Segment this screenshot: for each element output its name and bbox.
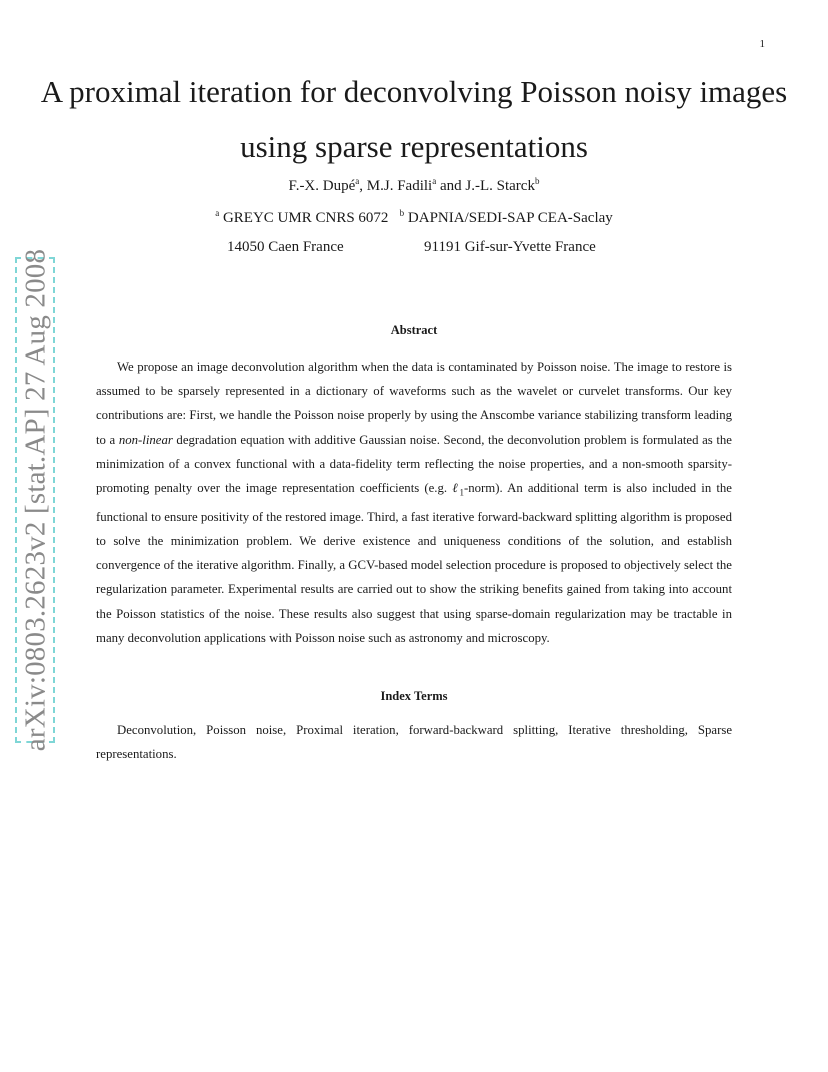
page-number: 1 — [759, 38, 765, 50]
index-terms-heading: Index Terms — [380, 689, 448, 703]
affiliations — [0, 210, 828, 227]
affiliation-b-name: DAPNIA/SEDI-SAP CEA-Saclay — [407, 210, 613, 226]
affiliation-marker: a — [355, 176, 360, 186]
affiliation-marker: a — [215, 208, 220, 218]
norm-subscript: 1 — [459, 487, 464, 498]
affiliation-a-city: 14050 Caen France — [227, 239, 344, 255]
author-list: F.-X. Dupé$^a$, M.J. Fadili$^a$ and J.-L. Starck$^b$ — [288, 176, 540, 194]
affiliation-a-name: GREYC UMR CNRS 6072 — [222, 210, 389, 226]
abstract-emphasis: non-linear — [118, 432, 173, 447]
author-name: J.-L. Starck — [465, 178, 535, 194]
arxiv-identifier: arXiv:0803.2623v2 [stat.AP] 27 Aug 2008 — [19, 248, 52, 752]
affiliation-marker: a — [432, 176, 437, 186]
paper-title: A proximal iteration for deconvolving Poisson noisy images using sparse representations — [40, 74, 788, 164]
author-conjunction: and — [439, 178, 462, 194]
abstract-body — [96, 355, 732, 650]
abstract-heading: Abstract — [390, 323, 438, 337]
affiliation-b-city: 91191 Gif-sur-Yvette France — [424, 239, 596, 255]
affiliation-marker: b — [399, 208, 405, 218]
abstract-text-part: We propose an image deconvolution algorithm when the data is contaminated by Poisson noise. The image to restore is assumed to be sparsely represented in a dictionary of waveforms such as the wavelet or curvelet transforms. Our key contributions are: First, we handle the Poisson noise properly by using the Anscombe variance stabilizing transform leading to a — [96, 360, 732, 447]
affiliation-marker: b — [534, 176, 540, 186]
author-name: M.J. Fadili — [366, 178, 433, 194]
index-terms-body: Deconvolution, Poisson noise, Proximal iteration, forward-backward splitting, Iterative thresholding, Sparse representations. — [96, 723, 732, 762]
norm-symbol: ℓ — [452, 481, 460, 496]
abstract-text-part: -norm). An additional term is also included in the functional to ensure positivity of the restored image. Third, a fast iterative forward-backward splitting algorithm is proposed to solve the minimization problem. We derive existence and uniqueness conditions of the solution, and establish convergence of the iterative algorithm. Finally, a GCV-based model selection procedure is proposed to objectively select the regularization parameter. Experimental results are carried out to show the striking benefits gained from taking into account the Poisson statistics of the noise. These results also suggest that using sparse-domain regularization may be tractable in many deconvolution applications with Poisson noise such as astronomy and microscopy. — [96, 481, 732, 645]
abstract-text-part: degradation equation with additive Gaussian noise. Second, the deconvolution problem is formulated as the minimization of a convex functional with a data-fidelity term reflecting the noise properties, and a non-smooth sparsity-promoting penalty over the image representation coefficients (e.g. — [96, 432, 732, 496]
author-name: F.-X. Dupé — [288, 178, 356, 194]
